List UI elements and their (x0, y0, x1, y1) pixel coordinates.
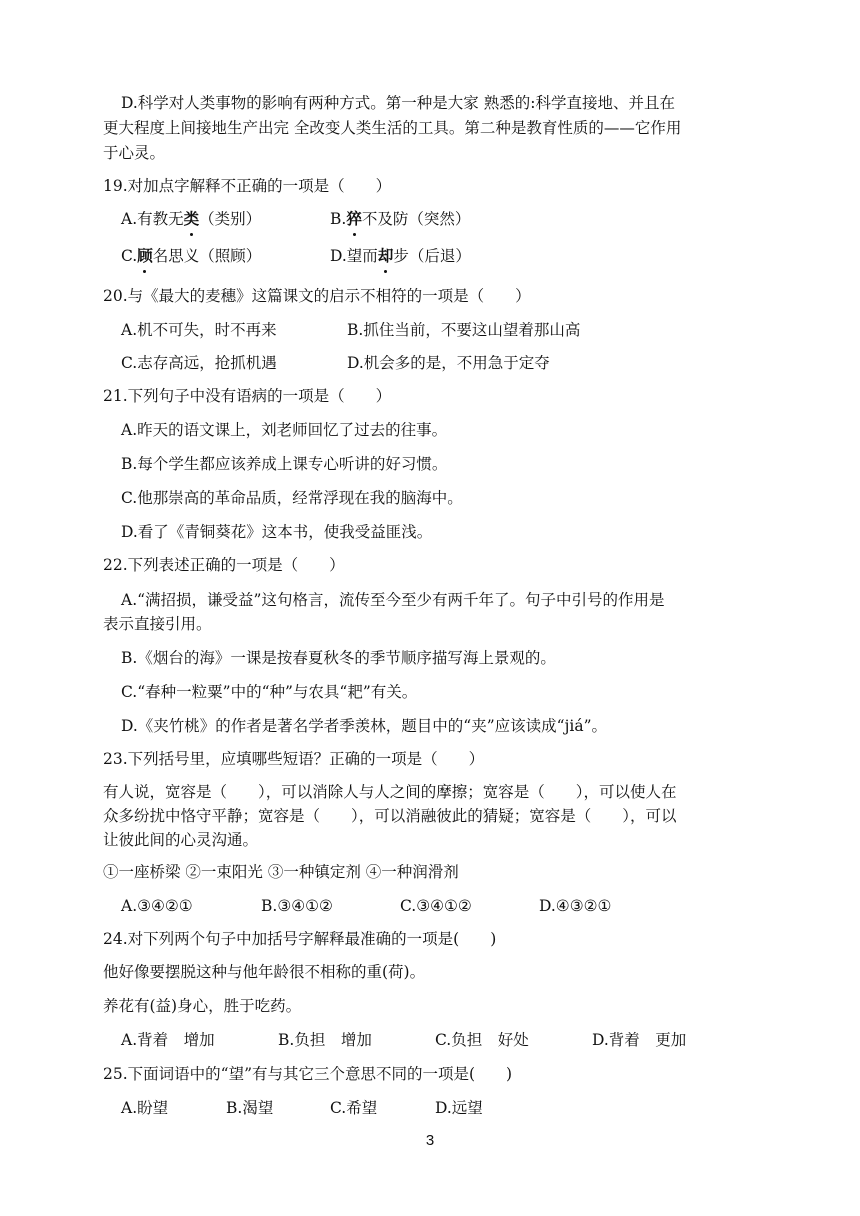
q22-stem: 22.下列表述正确的一项是（ ） (103, 556, 345, 574)
emphasis-dot-char: 类 (184, 207, 200, 231)
q20-option-d: D.机会多的是，不用急于定夺 (347, 354, 550, 372)
q24-stem: 24.对下列两个句子中加括号字解释最准确的一项是( ) (103, 930, 497, 948)
q19-option-b: B.猝不及防（突然） (330, 207, 470, 231)
q22-option-a-line1: A.“满招损，谦受益”这句格言，流传至今至少有两千年了。句子中引号的作用是 (121, 591, 665, 609)
q23-option-b: B.③④①② (261, 897, 333, 915)
q20-option-a: A.机不可失，时不再来 (121, 321, 277, 339)
q22-option-c: C.“春种一粒粟”中的“种”与农具“耙”有关。 (121, 683, 418, 701)
emphasis-dot-char: 却 (378, 244, 394, 268)
q20-option-b: B.抓住当前，不要这山望着那山高 (347, 321, 581, 339)
q23-option-c: C.③④①② (400, 897, 472, 915)
q19-option-a: A.有教无类（类别） (121, 207, 261, 231)
q18-option-d-line1: D.科学对人类事物的影响有两种方式。第一种是大家 熟悉的:科学直接地、并且在 (121, 94, 675, 112)
q19-option-c: C.顾名思义（照顾） (121, 244, 261, 268)
q21-stem: 21.下列句子中没有语病的一项是（ ） (103, 387, 392, 405)
page-number: 3 (425, 1132, 435, 1149)
q25-option-a: A.盼望 (121, 1099, 169, 1117)
q23-option-d: D.④③②① (539, 897, 612, 915)
q23-stem: 23.下列括号里，应填哪些短语？正确的一项是（ ） (103, 750, 485, 768)
q20-stem: 20.与《最大的麦穗》这篇课文的启示不相符的一项是（ ） (103, 287, 531, 305)
q24-option-b: B.负担 增加 (278, 1031, 372, 1049)
q19-stem: 19.对加点字解释不正确的一项是（ ） (103, 177, 392, 195)
q24-option-d: D.背着 更加 (592, 1031, 687, 1049)
q22-option-a-line2: 表示直接引用。 (103, 615, 212, 633)
q24-sentence-2: 养花有(益)身心，胜于吃药。 (103, 997, 302, 1015)
q23-passage-line1: 有人说，宽容是（ ），可以消除人与人之间的摩擦；宽容是（ ），可以使人在 (103, 783, 677, 801)
q18-option-d-line2: 更大程度上间接地生产出完 全改变人类生活的工具。第二种是教育性质的——它作用 (103, 119, 682, 137)
q19-option-d: D.望而却步（后退） (330, 244, 471, 268)
emphasis-dot-char: 猝 (346, 207, 362, 231)
q22-option-d: D.《夹竹桃》的作者是著名学者季羡林，题目中的“夹”应该读成“jiá”。 (121, 717, 608, 735)
q23-passage-line2: 众多纷扰中恪守平静；宽容是（ ），可以消融彼此的猜疑；宽容是（ ），可以 (103, 807, 677, 825)
q20-option-c: C.志存高远，抢抓机遇 (121, 354, 277, 372)
q18-option-d-line3: 于心灵。 (103, 144, 166, 162)
q21-option-d: D.看了《青铜葵花》这本书，使我受益匪浅。 (121, 523, 433, 541)
q24-sentence-1: 他好像要摆脱这种与他年龄很不相称的重(荷)。 (103, 963, 426, 981)
q25-stem: 25.下面词语中的“望”有与其它三个意思不同的一项是( ) (103, 1065, 513, 1083)
q22-option-b: B.《烟台的海》一课是按春夏秋冬的季节顺序描写海上景观的。 (121, 649, 556, 667)
emphasis-dot-char: 顾 (137, 244, 153, 268)
q21-option-c: C.他那崇高的革命品质，经常浮现在我的脑海中。 (121, 489, 463, 507)
q24-option-c: C.负担 好处 (435, 1031, 529, 1049)
q25-option-c: C.希望 (330, 1099, 378, 1117)
q25-option-b: B.渴望 (226, 1099, 274, 1117)
q21-option-b: B.每个学生都应该养成上课专心听讲的好习惯。 (121, 455, 448, 473)
q23-choices: ①一座桥梁 ②一束阳光 ③一种镇定剂 ④一种润滑剂 (103, 863, 459, 881)
q24-option-a: A.背着 增加 (121, 1031, 215, 1049)
q23-passage-line3: 让彼此间的心灵沟通。 (103, 831, 259, 849)
q21-option-a: A.昨天的语文课上，刘老师回忆了过去的往事。 (121, 421, 448, 439)
q25-option-d: D.远望 (435, 1099, 483, 1117)
q23-option-a: A.③④②① (121, 897, 193, 915)
